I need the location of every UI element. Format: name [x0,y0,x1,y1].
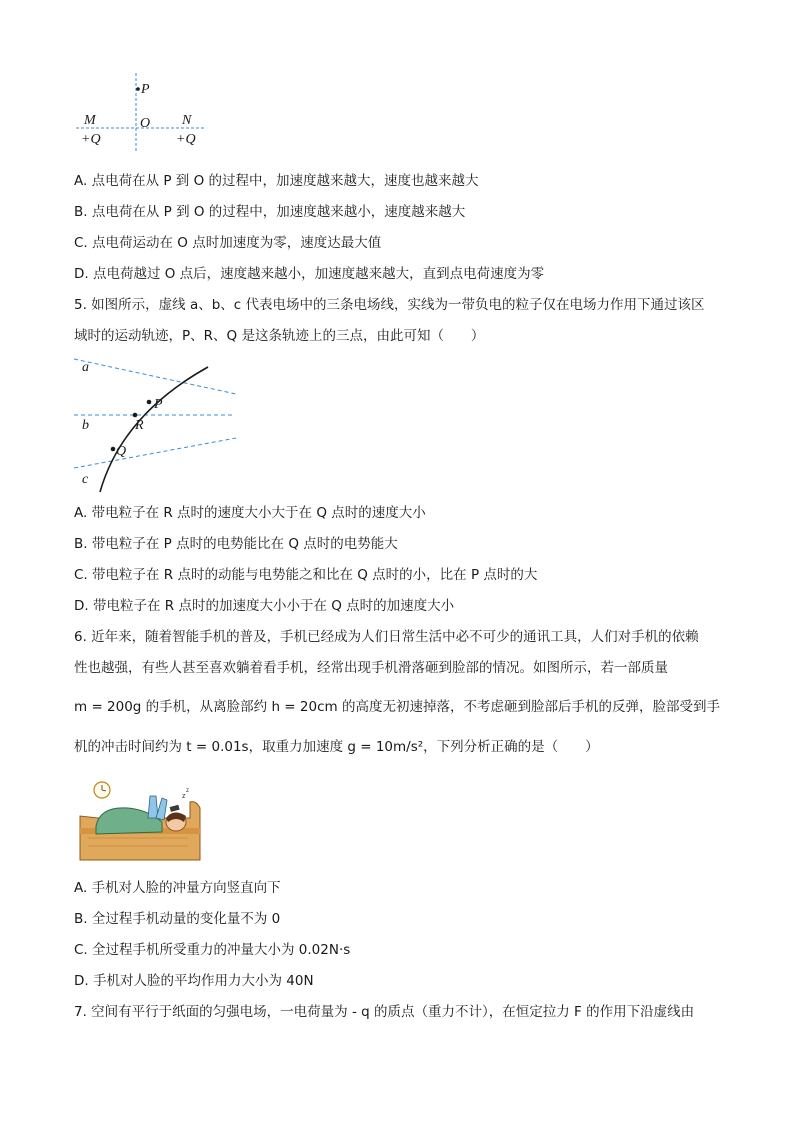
point-p-dot [147,400,152,405]
q4-option-a: A. 点电荷在从 P 到 O 的过程中，加速度越来越大，速度也越来越大 [74,173,479,189]
q6-option-c: C. 全过程手机所受重力的冲量大小为 0.02N·s [74,942,351,958]
label-q: Q [116,444,127,459]
field-line-c [74,438,236,468]
label-b: b [82,418,89,433]
q5-stem-line-2: 域时的运动轨迹，P、R、Q 是这条轨迹上的三点，由此可知（ ） [74,328,485,344]
q4-option-c: C. 点电荷运动在 O 点时加速度为零，速度达最大值 [74,235,382,251]
figure-point-charges [70,70,220,155]
q5-option-a: A. 带电粒子在 R 点时的速度大小大于在 Q 点时的速度大小 [74,505,426,521]
label-charge-left: +Q [81,132,101,147]
label-m: M [84,113,96,128]
q6-stem-line-1: 6. 近年来，随着智能手机的普及，手机已经成为人们日常生活中必不可少的通讯工具，人们对手机的依赖 [74,629,699,645]
point-p-dot [136,87,140,91]
svg-text:z: z [186,788,189,794]
q7-stem-line-1: 7. 空间有平行于纸面的匀强电场，一电荷量为 - q 的质点（重力不计），在恒定拉力 F 的作用下沿虚线由 [74,1004,695,1020]
label-r: R [135,418,144,433]
label-p: P [154,397,163,412]
q5-option-b: B. 带电粒子在 P 点时的电势能比在 Q 点时的电势能大 [74,536,398,552]
q6-option-d: D. 手机对人脸的平均作用力大小为 40N [74,973,314,989]
label-charge-right: +Q [176,132,196,147]
q4-option-b: B. 点电荷在从 P 到 O 的过程中，加速度越来越小，速度越来越大 [74,204,466,220]
q6-option-b: B. 全过程手机动量的变化量不为 0 [74,911,281,927]
q6-stem-line-3: m = 200g 的手机，从离脸部约 h = 20cm 的高度无初速掉落，不考虑砸到脸部后手机的反弹，脸部受到手 [74,699,720,715]
label-o: O [140,116,151,131]
point-q-dot [111,447,116,452]
figure-field-lines [72,355,242,495]
q5-option-d: D. 带电粒子在 R 点时的加速度大小小于在 Q 点时的加速度大小 [74,598,455,614]
illustration-phone-falling [78,778,203,862]
q5-stem-line-1: 5. 如图所示，虚线 a、b、c 代表电场中的三条电场线，实线为一带负电的粒子仅在电场力作用下通过该区 [74,297,705,313]
trajectory-curve [100,367,208,492]
label-n: N [182,113,192,128]
point-r-dot [133,413,138,418]
q6-stem-line-4: 机的冲击时间约为 t = 0.01s，取重力加速度 g = 10m/s²，下列分析正确的是（ ） [74,739,599,755]
q6-stem-line-2: 性也越强，有些人甚至喜欢躺着看手机，经常出现手机滑落砸到脸部的情况。如图所示，若一部质量 [74,660,668,676]
q5-option-c: C. 带电粒子在 R 点时的动能与电势能之和比在 Q 点时的小，比在 P 点时的大 [74,567,538,583]
label-c: c [82,472,89,487]
label-p: P [141,82,150,97]
q6-option-a: A. 手机对人脸的冲量方向竖直向下 [74,880,281,896]
q4-option-d: D. 点电荷越过 O 点后，速度越来越小，加速度越来越大，直到点电荷速度为零 [74,266,545,282]
field-line-a [74,359,236,394]
svg-text:z: z [182,793,186,800]
label-a: a [82,360,89,375]
